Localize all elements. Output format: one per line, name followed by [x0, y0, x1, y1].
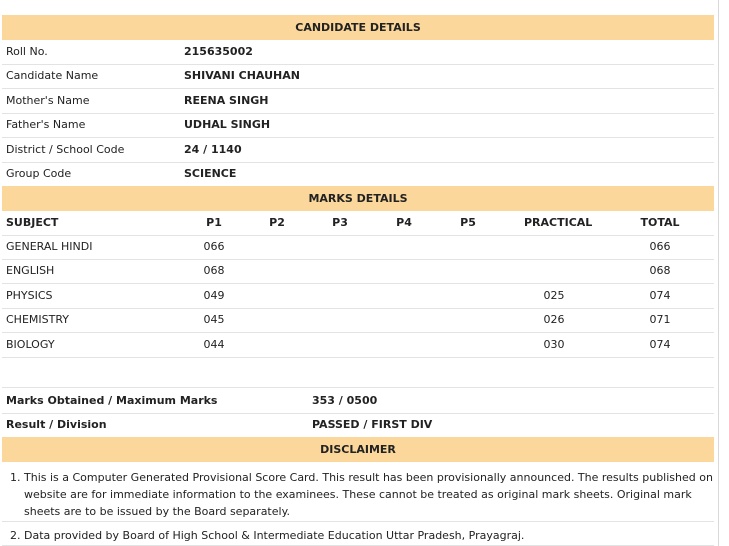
marks-details-header: MARKS DETAILS	[2, 186, 714, 211]
table-row	[2, 284, 714, 309]
marks-obtained-row	[2, 389, 714, 414]
detail-row-mother	[2, 89, 714, 114]
p1-cell: 044	[203, 338, 225, 351]
roll-value: 215635002	[184, 45, 253, 58]
subject-cell: CHEMISTRY	[6, 313, 69, 326]
detail-row-name	[2, 64, 714, 89]
result-value: PASSED / FIRST DIV	[312, 418, 433, 431]
col-p5: P5	[460, 216, 476, 229]
detail-row-father	[2, 113, 714, 138]
p1-cell: 045	[203, 313, 225, 326]
practical-cell: 026	[543, 313, 565, 326]
col-subject: SUBJECT	[6, 216, 59, 229]
detail-row-district	[2, 138, 714, 163]
disclaimer-number: 2.	[10, 529, 21, 542]
disclaimer-item	[2, 527, 714, 546]
table-row	[2, 333, 714, 358]
result-label: Result / Division	[6, 418, 107, 431]
district-code-value: 24 / 1140	[184, 143, 242, 156]
detail-row-group	[2, 162, 714, 187]
total-cell: 066	[649, 240, 671, 253]
marks-obtained-label: Marks Obtained / Maximum Marks	[6, 394, 218, 407]
subject-cell: GENERAL HINDI	[6, 240, 93, 253]
table-row	[2, 259, 714, 284]
candidate-details-header: CANDIDATE DETAILS	[2, 15, 714, 40]
col-p1: P1	[206, 216, 222, 229]
candidate-name-label: Candidate Name	[6, 69, 99, 82]
practical-cell: 025	[543, 289, 565, 302]
father-name-value: UDHAL SINGH	[184, 118, 271, 131]
disclaimer-text: This is a Computer Generated Provisional Score Card. This result has been provisionally announced. The results published on website are for immediate information to the examinees. These cannot be treated as original mark sheets. Original mark sheets are to be issued by the Board separately.	[24, 471, 713, 518]
col-p2: P2	[269, 216, 285, 229]
total-cell: 074	[649, 338, 671, 351]
total-cell: 068	[649, 264, 671, 277]
candidate-name-value: SHIVANI CHAUHAN	[184, 69, 300, 82]
father-name-label: Father's Name	[6, 118, 86, 131]
disclaimer-item	[2, 469, 714, 522]
subject-cell: ENGLISH	[6, 264, 55, 277]
col-p3: P3	[332, 216, 348, 229]
practical-cell: 030	[543, 338, 565, 351]
mother-name-value: REENA SINGH	[184, 94, 269, 107]
total-cell: 074	[649, 289, 671, 302]
p1-cell: 068	[203, 264, 225, 277]
disclaimer-header: DISCLAIMER	[2, 437, 714, 462]
disclaimer-number: 1.	[10, 471, 21, 484]
subject-cell: PHYSICS	[6, 289, 53, 302]
group-code-label: Group Code	[6, 167, 72, 180]
p1-cell: 049	[203, 289, 225, 302]
district-code-label: District / School Code	[6, 143, 125, 156]
spacer-row	[2, 357, 714, 388]
total-cell: 071	[649, 313, 671, 326]
col-p4: P4	[396, 216, 412, 229]
result-row	[2, 413, 714, 437]
table-row	[2, 308, 714, 333]
disclaimer-text: Data provided by Board of High School & Intermediate Education Uttar Pradesh, Prayagraj.	[24, 529, 525, 542]
marks-obtained-value: 353 / 0500	[312, 394, 378, 407]
col-total: TOTAL	[640, 216, 680, 229]
mother-name-label: Mother's Name	[6, 94, 90, 107]
marks-table-header	[2, 211, 714, 236]
roll-label: Roll No.	[6, 45, 48, 58]
p1-cell: 066	[203, 240, 225, 253]
group-code-value: SCIENCE	[184, 167, 237, 180]
subject-cell: BIOLOGY	[6, 338, 55, 351]
detail-row-roll	[2, 40, 714, 65]
col-practical: PRACTICAL	[524, 216, 593, 229]
table-row	[2, 235, 714, 260]
